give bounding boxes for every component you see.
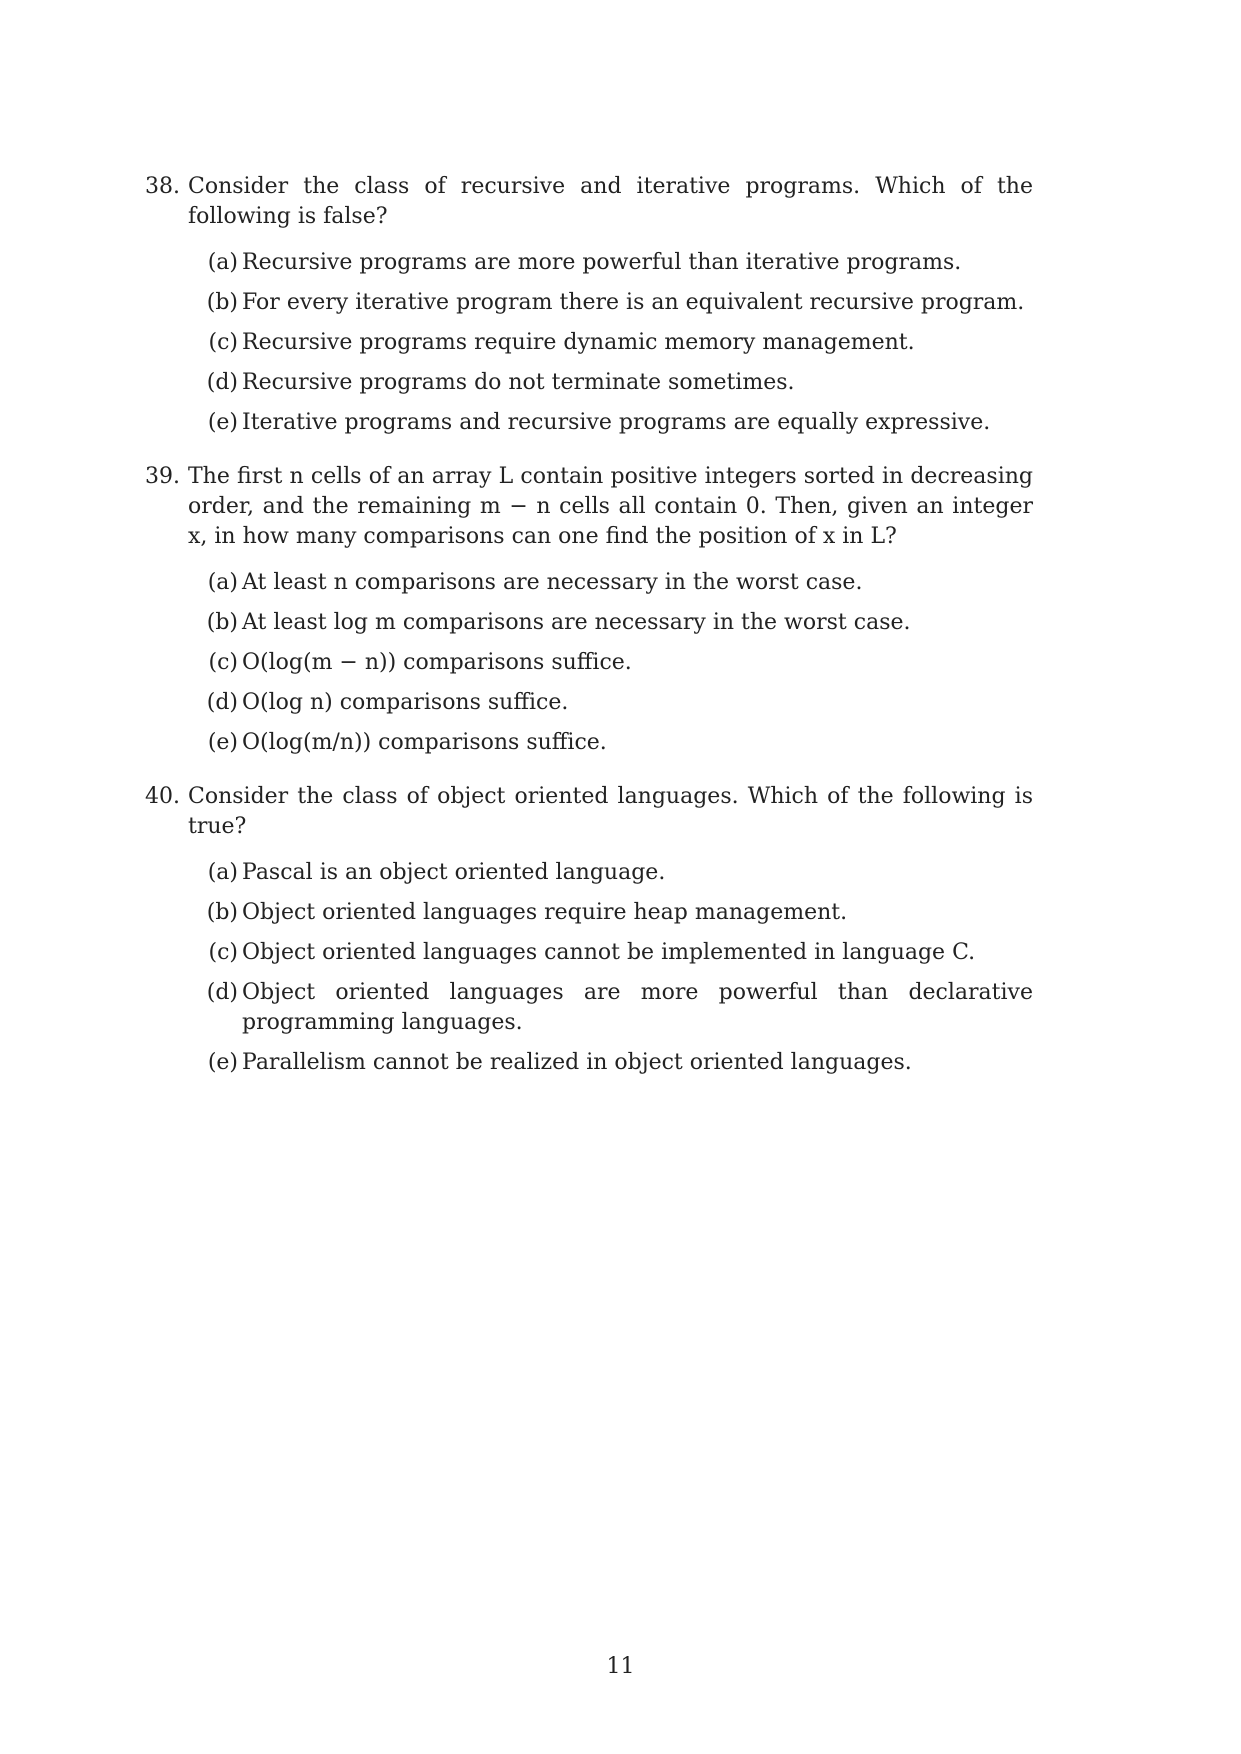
option-label: (d) bbox=[206, 980, 238, 1005]
option-text: Recursive programs require dynamic memory management. bbox=[242, 330, 915, 355]
option-text: Iterative programs and recursive programs are equally expressive. bbox=[242, 410, 991, 435]
option-item bbox=[145, 858, 1033, 888]
option-text: For every iterative program there is an equivalent recursive program. bbox=[242, 290, 1025, 315]
option-label: (c) bbox=[208, 330, 238, 355]
option-label: (e) bbox=[207, 410, 238, 435]
option-text: Recursive programs are more powerful than iterative programs. bbox=[242, 250, 962, 275]
option-label: (c) bbox=[208, 940, 238, 965]
option-label: (a) bbox=[207, 250, 238, 275]
option-item bbox=[145, 978, 1033, 1038]
option-item bbox=[145, 608, 1033, 638]
option-text: Pascal is an object oriented language. bbox=[242, 860, 666, 885]
question-text: The first n cells of an array L contain positive integers sorted in decreasing order, and the remaining m − n cells all contain 0. Then, given an integer x, in how many comparisons can one find the position of x in L? bbox=[188, 464, 1033, 549]
option-label: (b) bbox=[206, 290, 238, 315]
option-text: Parallelism cannot be realized in object oriented languages. bbox=[242, 1050, 912, 1075]
question-text: Consider the class of recursive and iterative programs. Which of the following is false? bbox=[188, 174, 1033, 229]
option-label: (a) bbox=[207, 860, 238, 885]
option-label: (e) bbox=[207, 730, 238, 755]
option-label: (d) bbox=[206, 370, 238, 395]
option-item bbox=[145, 368, 1033, 398]
question-number: 38. bbox=[145, 174, 180, 199]
option-item bbox=[145, 728, 1033, 758]
question-text: Consider the class of object oriented languages. Which of the following is true? bbox=[188, 784, 1033, 839]
option-text: Object oriented languages cannot be implemented in language C. bbox=[242, 940, 976, 965]
option-list bbox=[188, 248, 1033, 438]
page-number: 11 bbox=[606, 1654, 635, 1679]
option-text: O(log(m − n)) comparisons suffice. bbox=[242, 650, 632, 675]
option-list bbox=[188, 568, 1033, 758]
option-item bbox=[145, 248, 1033, 278]
option-text: Object oriented languages are more powerful than declarative programming languages. bbox=[242, 980, 1033, 1035]
option-text: O(log n) comparisons suffice. bbox=[242, 690, 569, 715]
question-38 bbox=[145, 172, 1033, 438]
option-item bbox=[145, 328, 1033, 358]
question-39 bbox=[145, 462, 1033, 758]
question-40 bbox=[145, 782, 1033, 1078]
question-number: 40. bbox=[145, 784, 180, 809]
option-item bbox=[145, 898, 1033, 928]
option-label: (d) bbox=[206, 690, 238, 715]
option-item bbox=[145, 938, 1033, 968]
option-item bbox=[145, 568, 1033, 598]
option-item bbox=[145, 1048, 1033, 1078]
option-item bbox=[145, 688, 1033, 718]
option-label: (a) bbox=[207, 570, 238, 595]
option-item bbox=[145, 408, 1033, 438]
option-item bbox=[145, 288, 1033, 318]
option-text: At least log m comparisons are necessary in the worst case. bbox=[242, 610, 911, 635]
option-label: (c) bbox=[208, 650, 238, 675]
option-item bbox=[145, 648, 1033, 678]
option-text: O(log(m/n)) comparisons suffice. bbox=[242, 730, 607, 755]
option-text: Recursive programs do not terminate sometimes. bbox=[242, 370, 795, 395]
option-text: Object oriented languages require heap management. bbox=[242, 900, 848, 925]
option-label: (b) bbox=[206, 900, 238, 925]
option-label: (e) bbox=[207, 1050, 238, 1075]
option-list bbox=[188, 858, 1033, 1078]
question-number: 39. bbox=[145, 464, 180, 489]
question-list bbox=[145, 172, 1033, 1102]
option-text: At least n comparisons are necessary in the worst case. bbox=[242, 570, 863, 595]
option-label: (b) bbox=[206, 610, 238, 635]
